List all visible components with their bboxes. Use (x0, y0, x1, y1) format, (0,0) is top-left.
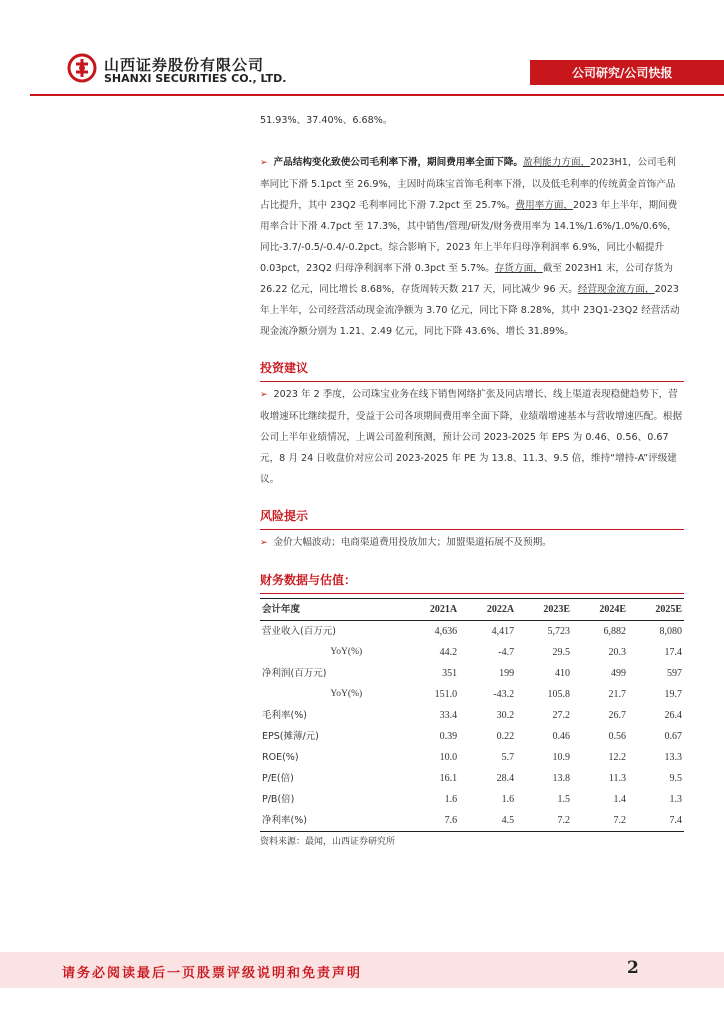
table-cell: 4.5 (459, 810, 516, 832)
table-cell: 9.5 (669, 773, 682, 784)
page-header (0, 0, 724, 100)
header-cell: 2024E (572, 599, 628, 621)
table-cell: 10.9 (552, 752, 571, 763)
section-divider (260, 529, 684, 530)
table-cell: 11.3 (608, 773, 626, 784)
table-row (260, 621, 684, 643)
cashflow-label: 经营现金流方面， (577, 284, 655, 295)
table-cell: 0.39 (439, 731, 458, 742)
company-logo-icon (67, 53, 97, 83)
row-label: ROE(%) (262, 752, 299, 763)
table-cell: 13.3 (664, 752, 682, 763)
table-cell: 7.2 (572, 810, 628, 832)
table-cell: 499 (611, 668, 626, 679)
table-row (260, 789, 684, 810)
row-label: P/E(倍) (262, 773, 294, 784)
header-cell: 2023E (516, 599, 572, 621)
table-cell: 4,417 (491, 626, 515, 637)
company-name-en: SHANXI SECURITIES CO., LTD. (104, 72, 287, 85)
table-cell: 7.4 (628, 810, 684, 832)
table-cell: 44.2 (439, 647, 458, 658)
profit-paragraph (260, 152, 684, 342)
table-cell: 151.0 (434, 689, 458, 700)
table-row (260, 810, 684, 832)
header-cell: 2025E (628, 599, 684, 621)
data-source: 资料来源：最闻，山西证券研究所 (260, 837, 396, 847)
table-cell: 20.3 (608, 647, 626, 658)
table-cell: 17.4 (664, 647, 682, 658)
table-cell: 26.4 (664, 710, 682, 721)
risk-text: 金价大幅波动；电商渠道费用投放加大；加盟渠道拓展不及预期。 (273, 537, 552, 548)
expense-text: 2023 年上半年，期间费用率合计下滑 4.7pct 至 17.3%，其中销售/管理/研发/财务费用率为 14.1%/1.6%/1.0%/0.6%，同比-3.7/-0.5/-0.4/-0.2pct。综合影响下，2023 年上半年归母净利润率 6.9%，同比小幅提升 0.03pct，23Q2 归母净利润率下滑 0.3pct 至 5.7%。 (260, 200, 678, 274)
row-label: YoY(%) (330, 689, 363, 699)
table-row (260, 747, 684, 768)
table-cell: 5.7 (501, 752, 515, 763)
table-cell: 12.2 (608, 752, 626, 763)
paragraph-lead: 产品结构变化致使公司毛利率下滑，期间费用率全面下降。 (273, 157, 523, 168)
table-cell: 30.2 (496, 710, 515, 721)
table-cell: -43.2 (493, 689, 515, 700)
table-cell: 597 (667, 668, 682, 679)
table-cell: 0.67 (664, 731, 682, 742)
table-cell: 16.1 (439, 773, 458, 784)
header-divider (30, 94, 724, 96)
table-cell: 13.8 (552, 773, 571, 784)
table-cell: 199 (499, 668, 515, 679)
invest-text: 2023 年 2 季度，公司珠宝业务在线下销售网络扩张及同店增长、线上渠道表现稳健趋势下，营收增速环比继续提升，受益于公司各项期间费用率全面下降，业绩端增速基本与营收增速匹配。根据公司上半年业绩情况，上调公司盈利预测，预计公司 2023-2025 年 EPS 为 0.46、0.56、0.67 元，8 月 24 日收盘价对应公司 2023-2025 年 PE 为 13.8、11.3、9.5 倍，维持“增持-A”评级建议。 (260, 389, 683, 485)
header-cell: 会计年度 (260, 599, 402, 621)
table-cell: -4.7 (498, 647, 515, 658)
report-type: 公司研究/公司快报 (572, 66, 673, 80)
header-cell: 2022A (459, 599, 516, 621)
invest-paragraph (260, 384, 684, 490)
table-cell: 21.7 (608, 689, 626, 700)
row-label: 净利率(%) (260, 810, 402, 832)
arrow-bullet-icon: ➢ (260, 158, 268, 168)
intro-line: 51.93%、37.40%、6.68%。 (260, 115, 393, 126)
table-cell: 29.5 (552, 647, 571, 658)
table-cell: 28.4 (496, 773, 515, 784)
expense-label: 费用率方面， (515, 200, 574, 211)
table-cell: 410 (555, 668, 571, 679)
row-label: YoY(%) (330, 647, 363, 657)
invest-title: 投资建议 (260, 361, 309, 375)
table-cell: 0.22 (496, 731, 515, 742)
table-header-row (260, 599, 684, 621)
risk-title: 风险提示 (260, 509, 309, 523)
main-content (260, 110, 684, 850)
table-cell: 1.5 (557, 794, 571, 805)
company-name-cn: 山西证券股份有限公司 (104, 56, 265, 74)
page-number: 2 (627, 958, 639, 978)
table-cell: 8,080 (659, 626, 682, 637)
table-cell: 1.4 (613, 794, 626, 805)
table-cell: 0.56 (608, 731, 626, 742)
section-divider (260, 593, 684, 594)
table-row (260, 642, 684, 663)
arrow-bullet-icon: ➢ (260, 538, 268, 548)
table-cell: 7.2 (516, 810, 572, 832)
table-cell: 6,882 (603, 626, 626, 637)
table-cell: 351 (442, 668, 458, 679)
inventory-label: 存货方面， (494, 263, 543, 274)
table-row (260, 684, 684, 705)
risk-paragraph (260, 532, 684, 554)
table-row (260, 768, 684, 789)
table-cell: 19.7 (664, 689, 682, 700)
row-label: 净利润(百万元) (262, 668, 327, 679)
financial-table (260, 598, 684, 832)
table-cell: 105.8 (547, 689, 571, 700)
row-label: EPS(摊薄/元) (262, 731, 319, 742)
header-cell: 2021A (402, 599, 459, 621)
table-cell: 4,636 (434, 626, 458, 637)
table-cell: 1.6 (444, 794, 458, 805)
table-cell: 1.3 (669, 794, 682, 805)
fin-title: 财务数据与估值： (260, 573, 357, 587)
table-cell: 5,723 (547, 626, 571, 637)
row-label: 毛利率(%) (262, 710, 307, 721)
table-row (260, 705, 684, 726)
table-cell: 10.0 (439, 752, 458, 763)
profit-label: 盈利能力方面， (522, 157, 591, 168)
profit-text: 2023H1，公司毛利率同比下滑 5.1pct 至 26.9%，主因时尚珠宝首饰毛利率下滑，以及低毛利率的传统黄金首饰产品占比提升，其中 23Q2 毛利率同比下滑 7.2pct 至 25.7%。 (260, 157, 676, 211)
table-cell: 33.4 (439, 710, 458, 721)
table-row (260, 726, 684, 747)
table-row (260, 663, 684, 684)
section-divider (260, 381, 684, 382)
cashflow-text: 2023 年上半年，公司经营活动现金流净额为 3.70 亿元，同比下降 8.28%，其中 23Q1-23Q2 经营活动现金流净额分别为 1.21、2.49 亿元，同比下降 43.6%、增长 31.89%。 (260, 284, 680, 337)
table-cell: 1.6 (501, 794, 515, 805)
inventory-text: 截至 2023H1 末，公司存货为 26.22 亿元，同比增长 8.68%，存货周转天数 217 天，同比减少 96 天。 (260, 263, 673, 295)
arrow-bullet-icon: ➢ (260, 390, 268, 400)
row-label: P/B(倍) (262, 794, 295, 805)
disclaimer-notice: 请务必阅读最后一页股票评级说明和免责声明 (62, 966, 363, 981)
table-cell: 7.6 (402, 810, 459, 832)
table-cell: 27.2 (552, 710, 571, 721)
table-cell: 26.7 (608, 710, 626, 721)
table-cell: 0.46 (552, 731, 571, 742)
row-label: 营业收入(百万元) (262, 626, 336, 637)
